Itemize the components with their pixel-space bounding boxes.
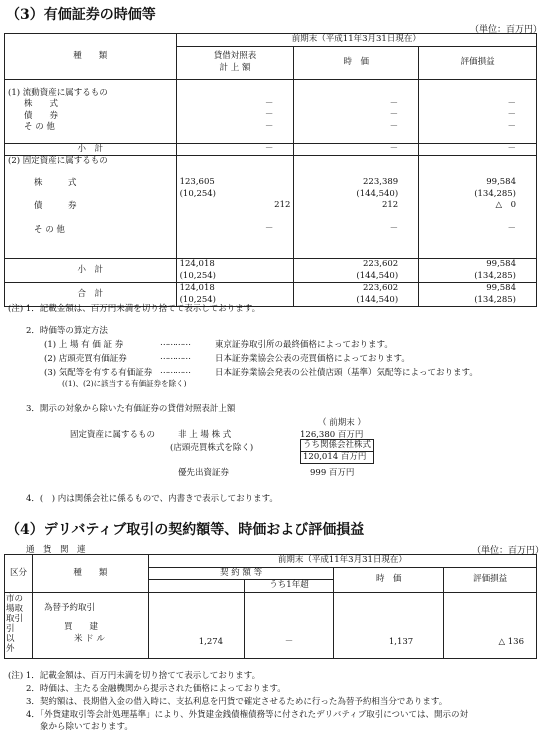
sec4-note-2: 2．時価は、主たる金融機関から提示された価格によっております。 (26, 684, 286, 694)
row-label: 債 券 (34, 201, 77, 211)
section3-title: （3）有価証券の時価等 (6, 7, 156, 23)
cell-value: － (264, 223, 274, 234)
cell-value: － (389, 121, 399, 132)
cell-value: － (389, 110, 399, 120)
cell-value: 223,389 (363, 177, 399, 187)
fixed-group-label: (2) 固定資産に属するもの (8, 156, 108, 166)
method-2-label: (2) 店頭売買有価証券 (44, 354, 127, 364)
excl-pref-value: 999 百万円 (310, 468, 355, 478)
method-2-text: 日本証券業協会公表の売買価格によっております。 (215, 354, 410, 364)
col-kind-header: 種 類 (32, 555, 148, 593)
kind-label: 米 ド ル (73, 633, 105, 644)
period-header: 前期末（平成11年3月31日現在） (176, 34, 536, 47)
cell-value: 212 (381, 200, 399, 210)
col-within-header: うち1年超 (244, 580, 334, 593)
derivatives-table (4, 554, 537, 659)
within-cell: － (244, 592, 334, 658)
div-line: 以 (6, 633, 15, 644)
div-line: 引 (6, 623, 15, 634)
sec4-note-4-cont: 象から除いております。 (40, 722, 133, 732)
total-label: 合 計 (5, 283, 177, 307)
col-book-line2: 計 上 額 (219, 62, 251, 73)
period-header: 前期末（平成11年3月31日現在） (148, 555, 536, 568)
eval-cell: △ 136 (444, 592, 537, 658)
subtotal-book-cell (176, 259, 294, 283)
method-3-sub: ((1)、(2)に該当する有価証券を除く) (62, 379, 187, 388)
subtotal-market-cell (294, 259, 419, 283)
excl-head: 固定資産に属するもの (70, 430, 156, 440)
col-eval-header: 評価損益 (444, 567, 537, 592)
leader-dots: ………… (160, 352, 190, 362)
method-3-label: (3) 気配等を有する有価証券 (44, 368, 153, 378)
kind-label: 買 建 (63, 622, 98, 632)
cell-value: (144,540) (356, 188, 399, 199)
excl-unlisted-value: 126,380 百万円 (300, 430, 364, 440)
cell-value: － (264, 121, 274, 132)
affiliate-value: 120,014 百万円 (300, 452, 374, 464)
cell-value: 124,018 (179, 283, 215, 293)
excl-unlisted-label: 非 上 場 株 式 (178, 430, 232, 440)
securities-table (4, 33, 537, 307)
leader-dots: ………… (160, 366, 190, 376)
total-market-cell (294, 283, 419, 307)
cell-value: 99,584 (486, 177, 516, 187)
sec4-note-4: 4．「外貨建取引等会計処理基準」により、外貨建金銭債権債務等に付されたデリバティブ取引については、開示の対 (26, 710, 469, 720)
row-label: 債 券 (24, 110, 59, 121)
current-group-label: (1) 流動資産に属するもの (8, 87, 108, 98)
excl-pref-label: 優先出資証券 (178, 468, 230, 478)
excl-sub: (店頭売買株式を除く) (170, 443, 254, 453)
cell-value: － (294, 143, 419, 156)
fixed-market-cell (294, 156, 419, 259)
current-book-cell (176, 79, 294, 143)
cell-value: 99,584 (486, 283, 516, 293)
cell-value: 223,602 (363, 259, 399, 269)
cell-value: － (507, 121, 516, 132)
cell-value: (10,254) (179, 270, 216, 281)
fixed-eval-cell (419, 156, 537, 259)
row-label: 株 式 (34, 177, 77, 188)
kind-label: 為替予約取引 (43, 602, 95, 613)
cell-value: (144,540) (356, 294, 399, 305)
cell-value: (144,540) (356, 270, 399, 281)
div-line: 市の (6, 593, 24, 604)
current-market-cell (294, 79, 419, 143)
cell-value: － (389, 98, 399, 109)
col-market-header: 時 価 (294, 46, 419, 79)
section4-unit: （単位：百万円） (472, 546, 545, 556)
current-eval-cell (419, 79, 537, 143)
note-3-title: 3．開示の対象から除いた有価証券の貸借対照表計上額 (26, 404, 236, 414)
div-line: 場取 (6, 603, 24, 614)
note-4: 4．( ) 内は関係会社に係るもので、内書きで表示しております。 (26, 494, 278, 504)
cell-value: － (507, 110, 516, 120)
cell-value: － (507, 98, 516, 109)
contract-cell: 1,274 (148, 592, 244, 658)
cell-value: － (507, 223, 516, 234)
cell-value: 223,602 (363, 283, 399, 293)
excl-period: （ 前期末 ） (318, 418, 366, 428)
cell-value: － (419, 143, 537, 156)
leader-dots: ………… (160, 338, 190, 348)
fixed-group-cell (5, 156, 177, 259)
div-cell (5, 592, 33, 658)
kind-cell (32, 592, 148, 658)
cell-value: － (389, 223, 399, 234)
fixed-subtotal-label: 小 計 (5, 259, 177, 283)
cell-value: － (264, 98, 274, 109)
col-div-header: 区分 (5, 555, 33, 593)
col-book-header (176, 46, 294, 79)
section3-unit: （単位：百万円） (470, 25, 543, 35)
div-line: 取引 (6, 613, 24, 624)
method-1-label: (1) 上 場 有 価 証 券 (44, 340, 124, 350)
col-eval-header: 評価損益 (419, 46, 537, 79)
cell-value: (134,285) (474, 270, 516, 281)
affiliate-label: うち関係会社株式 (300, 439, 374, 452)
cell-value: (10,254) (179, 188, 216, 199)
total-eval-cell (419, 283, 537, 307)
note-1: (注) 1．記載金額は、百万円未満を切り捨てて表示しております。 (8, 304, 261, 314)
sec4-note-1: (注) 1．記載金額は、百万円未満を切り捨てて表示しております。 (8, 671, 261, 681)
current-subtotal-label: 小 計 (5, 143, 177, 156)
cell-value: (134,285) (474, 188, 516, 199)
cell-value: 123,605 (179, 177, 215, 187)
cell-value: 212 (274, 200, 291, 210)
cell-value: － (176, 143, 294, 156)
section4-title: （4）デリバティブ取引の契約額等、時価および評価損益 (6, 522, 365, 538)
row-label: そ の 他 (24, 122, 55, 132)
col-contract-header: 契 約 額 等 (148, 567, 334, 580)
cell-value: △ 0 (495, 200, 516, 210)
cell-value: 99,584 (486, 259, 516, 269)
subtotal-eval-cell (419, 259, 537, 283)
section4-subtitle: 通 貨 関 連 (26, 545, 86, 555)
sec4-note-3: 3．契約額は、長期借入金の借入時に、支払利息を円貨で確定させるために行った為替予約相当分であります。 (26, 697, 448, 707)
col-kind-header: 種 類 (5, 34, 177, 80)
note-2-title: 2．時価等の算定方法 (26, 326, 108, 336)
cell-value: － (264, 110, 274, 120)
div-line: 外 (6, 643, 15, 654)
method-3-text: 日本証券業協会発表の公社債店頭（基準）気配等によっております。 (215, 368, 478, 378)
cell-value: (10,254) (179, 294, 216, 305)
col-market-header: 時 価 (334, 567, 444, 592)
col-book-line1: 貸借対照表 (213, 51, 257, 61)
method-1-text: 東京証券取引所の最終価格によっております。 (215, 340, 393, 350)
cell-value: 124,018 (179, 259, 215, 269)
row-label: 株 式 (24, 99, 59, 109)
cell-value: (134,285) (474, 294, 516, 305)
current-group-cell (5, 79, 177, 143)
row-label: そ の 他 (34, 224, 65, 235)
affiliate-box (300, 439, 374, 464)
fixed-book-cell (176, 156, 294, 259)
market-cell: 1,137 (334, 592, 444, 658)
